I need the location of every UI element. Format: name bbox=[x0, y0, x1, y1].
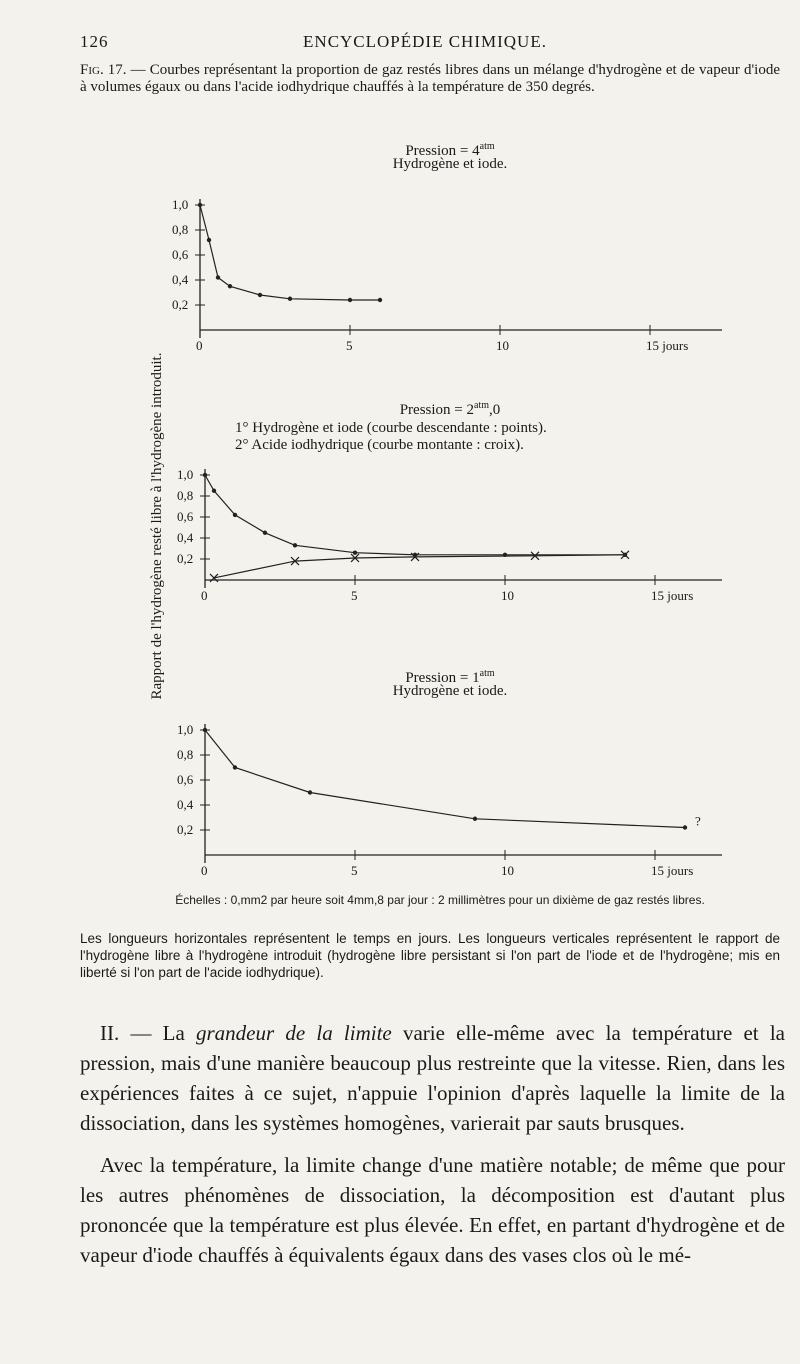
data-point bbox=[233, 765, 237, 769]
data-point bbox=[207, 238, 211, 242]
panel1-title: Pression = $4^{atm}$ bbox=[405, 141, 495, 159]
y-tick-label: 0,2 bbox=[172, 297, 189, 312]
x-tick-label: 5 bbox=[346, 338, 353, 353]
panel2-legend-points: 1° Hydrogène et iode (courbe descendante : points). bbox=[235, 420, 547, 436]
y-tick-label: 1,0 bbox=[177, 467, 194, 482]
y-tick-label: 1,0 bbox=[172, 197, 189, 212]
paragraph-temperature: Avec la température, la limite change d'une matière notable; de même que pour les autres phénomènes de dissociation, la décomposition est d'autant plus prononcée que la température est plus élevée. En effet, en partant d'hydrogène et de vapeur d'iode chauffés à équivalents égaux dans des vases clos où le mé- bbox=[80, 1153, 785, 1267]
data-point bbox=[263, 531, 267, 535]
x-tick-label: 15 jours bbox=[651, 588, 694, 603]
figure-label: Fig. 17. bbox=[80, 62, 127, 78]
x-tick-label: 0 bbox=[196, 338, 203, 353]
data-point bbox=[378, 298, 382, 302]
y-tick-label: 0,6 bbox=[172, 247, 189, 262]
series-curve-cross bbox=[214, 555, 625, 578]
y-tick-label: 0,4 bbox=[177, 530, 194, 545]
x-tick-label: 15 jours bbox=[651, 863, 694, 878]
x-tick-label: 0 bbox=[201, 863, 208, 878]
y-tick-label: 0,4 bbox=[177, 797, 194, 812]
chart-pression-2atm bbox=[0, 455, 800, 625]
y-tick-label: 0,4 bbox=[172, 272, 189, 287]
x-tick-label: 10 bbox=[501, 863, 514, 878]
y-axis-label: Rapport de l'hydrogène resté libre à l'hydrogène introduit. bbox=[149, 352, 165, 700]
x-tick-label: 5 bbox=[351, 863, 358, 878]
data-point bbox=[348, 298, 352, 302]
data-point bbox=[212, 489, 216, 493]
y-tick-label: 0,8 bbox=[172, 222, 189, 237]
x-tick-label: 10 bbox=[501, 588, 514, 603]
panel2-title: Pression = $2^{atm},0$ bbox=[399, 400, 501, 418]
panel2-legend-crosses: 2° Acide iodhydrique (courbe montante : croix). bbox=[235, 437, 524, 453]
data-point bbox=[308, 790, 312, 794]
y-tick-label: 0,2 bbox=[177, 551, 194, 566]
data-point bbox=[203, 728, 207, 732]
running-title: ENCYCLOPÉDIE CHIMIQUE. bbox=[303, 32, 547, 51]
y-tick-label: 0,6 bbox=[177, 509, 194, 524]
data-point bbox=[683, 825, 687, 829]
panel3-subtitle: Hydrogène et iode. bbox=[392, 683, 508, 699]
panel1-subtitle: Hydrogène et iode. bbox=[392, 156, 508, 172]
panel3-title: Pression = $1^{atm}$ bbox=[405, 668, 495, 686]
figure-caption bbox=[80, 62, 780, 96]
data-point bbox=[233, 513, 237, 517]
series-curve-point bbox=[200, 205, 380, 300]
data-point bbox=[353, 551, 357, 555]
scale-note: Échelles : 0,mm2 par heure soit 4mm,8 par jour : 2 millimètres pour un dixième de gaz restés libres. bbox=[175, 893, 705, 907]
figure-caption-text: — Courbes représentant la proportion de gaz restés libres dans un mélange d'hydrogène et de vapeur d'iode à volumes égaux ou dans l'acide iodhydrique chauffés à la température de 350 degrés. bbox=[80, 62, 780, 95]
y-tick-label: 0,8 bbox=[177, 747, 194, 762]
series-curve-point bbox=[205, 730, 685, 828]
data-point bbox=[258, 293, 262, 297]
x-tick-label: 5 bbox=[351, 588, 358, 603]
y-tick-label: 0,2 bbox=[177, 822, 194, 837]
y-tick-label: 0,6 bbox=[177, 772, 194, 787]
y-tick-label: 1,0 bbox=[177, 722, 194, 737]
data-point bbox=[293, 543, 297, 547]
chart-pression-4atm bbox=[0, 180, 800, 370]
data-point bbox=[288, 297, 292, 301]
chart-pression-1atm bbox=[0, 705, 800, 895]
x-tick-label: 0 bbox=[201, 588, 208, 603]
y-tick-label: 0,8 bbox=[177, 488, 194, 503]
legend-note: Les longueurs horizontales représentent le temps en jours. Les longueurs verticales représentent le rapport de l'hydrogène libre à l'hydrogène introduit (hydrogène libre persistant si l'on part de l'iode et de l'hydrogène; mis en liberté si l'on part de l'acide iodhydrique). bbox=[80, 931, 780, 980]
end-question-mark: ? bbox=[695, 813, 701, 829]
x-tick-label: 10 bbox=[496, 338, 509, 353]
data-point bbox=[198, 203, 202, 207]
data-point bbox=[203, 473, 207, 477]
data-point bbox=[216, 275, 220, 279]
paragraph-limite: II. — La grandeur de la limite varie elle-même avec la température et la pression, mais d'une manière beaucoup plus restreinte que la vitesse. Rien, dans les expériences faites à ce sujet, n'appuie l'opinion d'après laquelle la limite de la dissociation, dans les systèmes homogènes, varierait par sauts brusques. bbox=[80, 1021, 785, 1135]
page-number: 126 bbox=[80, 32, 109, 51]
data-point bbox=[473, 817, 477, 821]
data-point bbox=[228, 284, 232, 288]
x-tick-label: 15 jours bbox=[646, 338, 689, 353]
series-curve-point bbox=[205, 475, 625, 555]
